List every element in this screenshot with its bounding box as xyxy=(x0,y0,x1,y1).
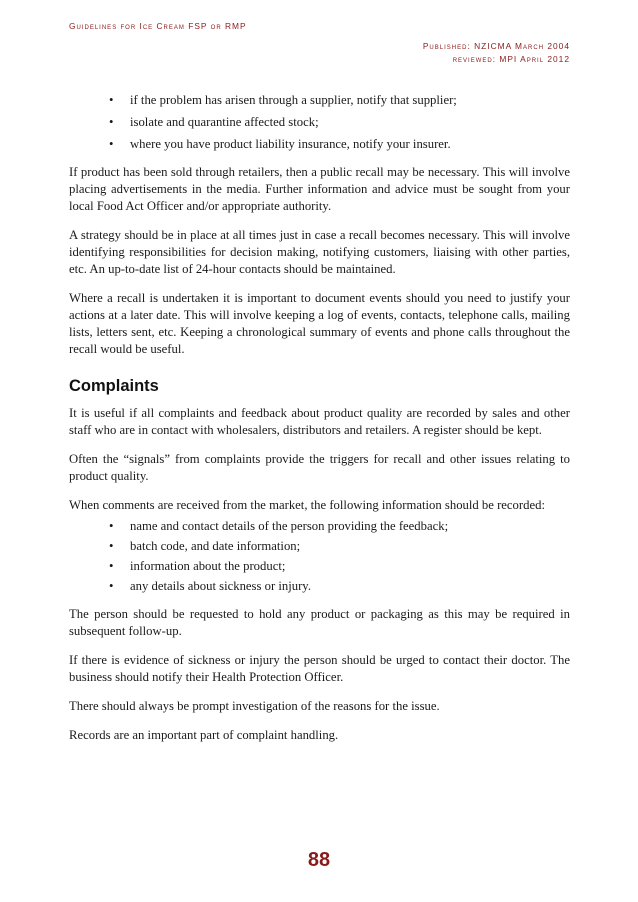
paragraph: If product has been sold through retailers, then a public recall may be necessary. This will involve placing advertisements in the media. Further information and advice must be sought from your local Food Act Officer and/or appropriate authority. xyxy=(69,165,570,213)
bullet-icon: • xyxy=(109,579,114,593)
bullet-icon: • xyxy=(109,137,114,151)
list-item: • information about the product; xyxy=(109,559,286,573)
list-item: • where you have product liability insurance, notify your insurer. xyxy=(109,137,451,151)
paragraph: If there is evidence of sickness or injury the person should be urged to contact their doctor. The business should notify their Health Protection Officer. xyxy=(69,653,570,684)
list-item: • isolate and quarantine affected stock; xyxy=(109,115,319,129)
complaint-info-list xyxy=(69,518,570,595)
bullet-icon: • xyxy=(109,115,114,129)
reviewed-line: reviewed: MPI April 2012 xyxy=(452,54,570,64)
paragraph: Where a recall is undertaken it is important to document events should you need to justify your actions at a later date. This will involve keeping a log of events, contacts, telephone calls, mailing lists, letters sent, etc. Keeping a chronological summary of events and phone calls throughout the recall would be useful. xyxy=(69,291,570,356)
page-number: 88 xyxy=(307,849,331,871)
bullet-icon: • xyxy=(109,93,114,107)
bullet-icon: • xyxy=(109,559,114,573)
bullet-icon: • xyxy=(109,519,114,533)
paragraph: When comments are received from the market, the following information should be recorded: xyxy=(69,498,545,512)
published-line: Published: NZICMA March 2004 xyxy=(422,41,570,51)
list-item: • batch code, and date information; xyxy=(109,539,301,553)
running-header-publication xyxy=(423,40,570,66)
running-header-title: Guidelines for Ice Cream FSP or RMP xyxy=(69,21,247,31)
paragraph: A strategy should be in place at all times just in case a recall becomes necessary. This will involve identifying responsibilities for decision making, notifying customers, liaising with other parties, etc. An up-to-date list of 24-hour contacts should be maintained. xyxy=(69,228,570,276)
section-heading-complaints: Complaints xyxy=(69,377,159,395)
paragraph: It is useful if all complaints and feedback about product quality are recorded by sales and other staff who are in contact with wholesalers, distributors and retailers. A register should be kept. xyxy=(69,406,570,437)
recall-steps-list xyxy=(69,92,570,153)
list-item: • any details about sickness or injury. xyxy=(109,579,311,593)
page-body xyxy=(69,92,570,756)
paragraph: There should always be prompt investigation of the reasons for the issue. xyxy=(69,699,440,713)
paragraph: Often the “signals” from complaints provide the triggers for recall and other issues relating to product quality. xyxy=(69,452,570,483)
list-item: • name and contact details of the person providing the feedback; xyxy=(109,519,449,533)
paragraph: The person should be requested to hold any product or packaging as this may be required in subsequent follow-up. xyxy=(69,607,570,638)
paragraph: Records are an important part of complaint handling. xyxy=(69,728,339,742)
bullet-icon: • xyxy=(109,539,114,553)
list-item: • if the problem has arisen through a supplier, notify that supplier; xyxy=(109,93,457,107)
